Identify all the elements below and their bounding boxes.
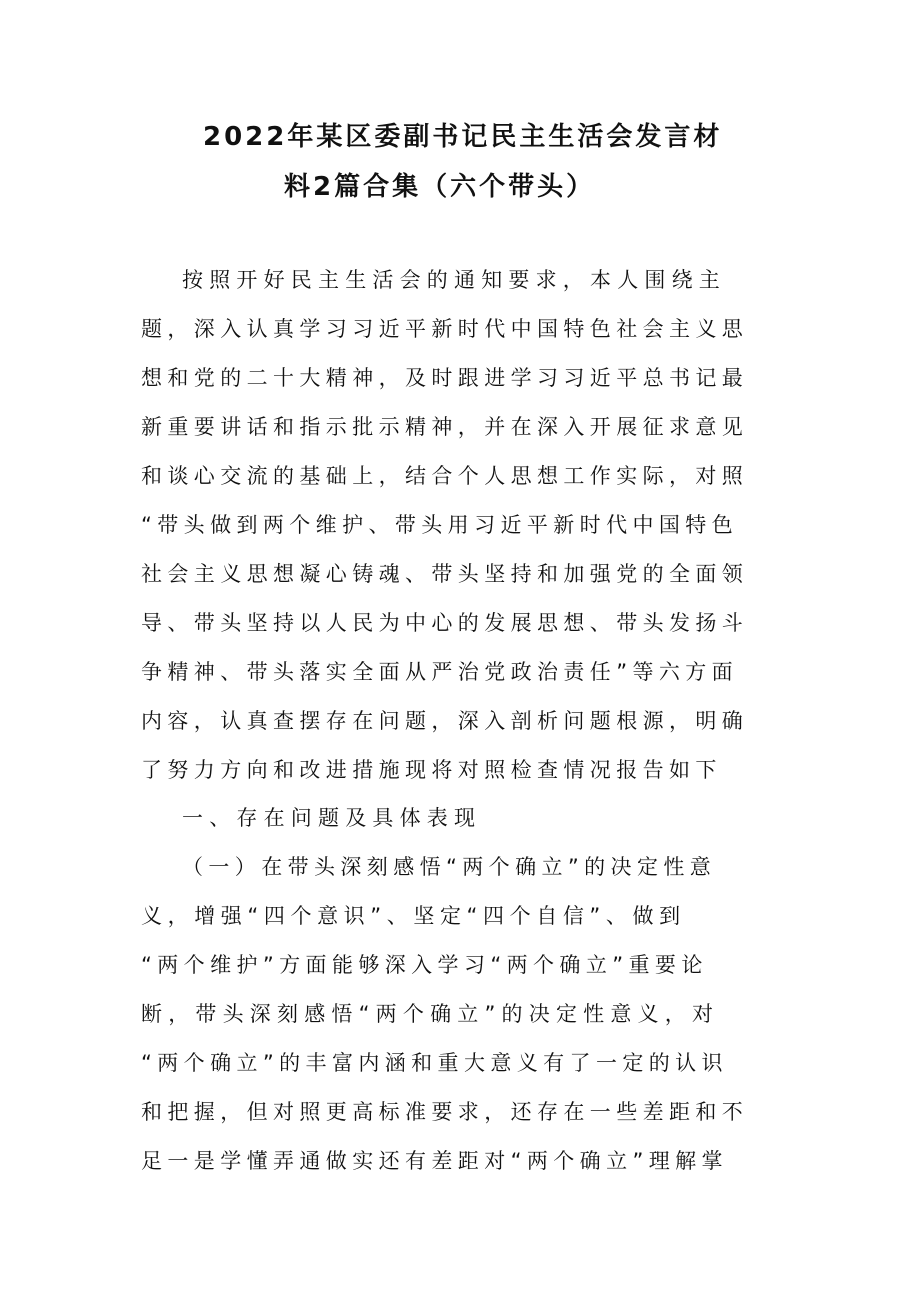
paragraph-intro-line-4: 新重要讲话和指示批示精神，并在深入开展征求意见 xyxy=(141,415,749,439)
paragraph-intro-line-2: 题，深入认真学习习近平新时代中国特色社会主义思 xyxy=(141,317,749,341)
paragraph-intro-line-6: “带头做到两个维护、带头用习近平新时代中国特色 xyxy=(141,513,739,537)
paragraph-item-line-5: “两个确立”的丰富内涵和重大意义有了一定的认识 xyxy=(141,1051,728,1075)
paragraph-intro-line-1: 按照开好民主生活会的通知要求，本人围绕主 xyxy=(182,268,726,292)
title-line-1: 2022年某区委副书记民主生活会发言材 xyxy=(203,122,723,152)
paragraph-item-line-7: 足一是学懂弄通做实还有差距对“两个确立”理解掌 xyxy=(141,1149,728,1173)
paragraph-intro-line-10: 内容，认真查摆存在问题，深入剖析问题根源，明确 xyxy=(141,709,749,733)
paragraph-intro-line-5: 和谈心交流的基础上，结合个人思想工作实际，对照 xyxy=(141,464,749,488)
paragraph-item-line-6: 和把握，但对照更高标准要求，还存在一些差距和不 xyxy=(141,1100,749,1124)
paragraph-intro-line-3: 想和党的二十大精神，及时跟进学习习近平总书记最 xyxy=(141,366,749,390)
paragraph-intro-line-7: 社会主义思想凝心铸魂、带头坚持和加强党的全面领 xyxy=(141,562,749,586)
paragraph-intro-line-11: 了努力方向和改进措施现将对照检查情况报告如下 xyxy=(141,758,722,782)
paragraph-item-line-2: 义，增强“四个意识”、坚定“四个自信”、做到 xyxy=(141,904,686,928)
section-heading: 一、存在问题及具体表现 xyxy=(182,806,482,830)
paragraph-item-line-4: 断，带头深刻感悟“两个确立”的决定性意义，对 xyxy=(141,1002,720,1026)
paragraph-item-line-1: （一）在带头深刻感悟“两个确立”的决定性意 xyxy=(182,855,717,879)
paragraph-item-line-3: “两个维护”方面能够深入学习“两个确立”重要论 xyxy=(141,953,708,977)
paragraph-intro-line-8: 导、带头坚持以人民为中心的发展思想、带头发扬斗 xyxy=(141,611,749,635)
paragraph-intro-line-9: 争精神、带头落实全面从严治党政治责任”等六方面 xyxy=(141,660,739,684)
title-line-2: 料2篇合集（六个带头） xyxy=(284,172,596,202)
